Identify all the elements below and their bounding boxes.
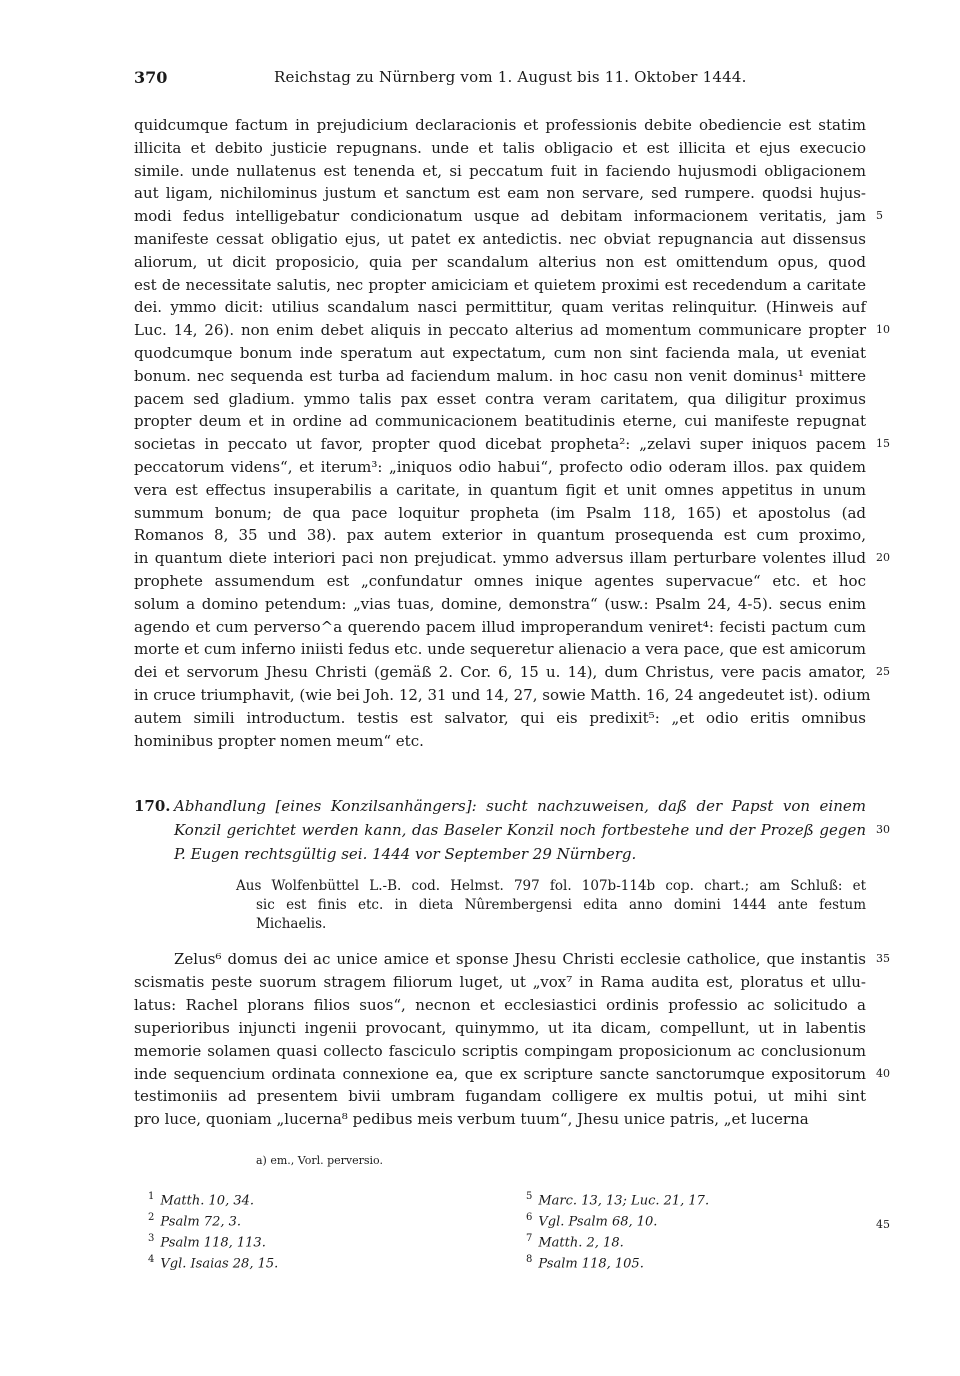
footnote xyxy=(148,1249,278,1274)
body-line: est de necessitate salutis, nec propter amiciciam et quietem proximi est recedendum a caritate xyxy=(134,276,866,294)
body-line: morte et cum inferno iniisti fedus etc. unde sequeretur alienacio a vera pace, que est amicorum xyxy=(134,640,866,658)
body-line: dei et servorum Jhesu Christi (gemäß 2. Cor. 6, 15 u. 14), dum Christus, vere pacis amator, xyxy=(134,663,866,681)
body-line: dei. ymmo dicit: utilius scandalum nasci permittitur, quam veritas relinquitur. (Hinweis auf xyxy=(134,298,866,316)
body-line: bonum. nec sequenda est turba ad faciendum malum. in hoc casu non venit dominus¹ mittere xyxy=(134,367,866,385)
entry-heading-line: P. Eugen rechtsgültig sei. 1444 vor September 29 Nürnberg. xyxy=(174,845,637,863)
body-line: vera est effectus insuperabilis a caritate, in quantum figit et unit omnes appetitus in unum xyxy=(134,481,866,499)
page-number: 370 xyxy=(134,68,168,87)
footnote-text: Psalm 72, 3. xyxy=(160,1214,242,1230)
treatise-line: inde sequencium ordinata connexione ea, que ex scripture sancte sanctorumque expositorum xyxy=(134,1065,866,1083)
body-line: aliorum, ut dicit proposicio, quia per scandalum alterius non est omittendum opus, quod xyxy=(134,253,866,271)
body-line: in cruce triumphavit, (wie bei Joh. 12, 31 und 14, 27, sowie Matth. 16, 24 angedeutet ist). odium xyxy=(134,686,871,704)
body-line: in quantum diete interiori paci non prejudicat. ymmo adversus illam perturbare volentes illud xyxy=(134,549,866,567)
treatise-line: testimoniis ad presentem bivii umbram fugandam colligere ex multis potui, ut mihi sint xyxy=(134,1087,866,1105)
body-line: summum bonum; de qua pace loquitur propheta (im Psalm 118, 165) et apostolus (ad xyxy=(134,504,866,522)
line-number: 25 xyxy=(876,665,890,678)
body-line: pacem sed gladium. ymmo talis pax esset contra veram caritatem, qua diligitur proximus xyxy=(134,390,866,408)
body-line: simile. unde nullatenus est tenenda et, si peccatum fuit in faciendo hujusmodi obligacionem xyxy=(134,162,866,180)
body-line: aut ligam, nichilominus justum et sanctum est eam non servare, sed rumpere. quodsi hujus- xyxy=(134,184,866,202)
body-line: agendo et cum perverso^a querendo pacem illud improperandum veniret⁴: fecisti pactum cum xyxy=(134,618,866,636)
footnote-mark: 2 xyxy=(148,1212,155,1223)
footnote-text: Vgl. Isaias 28, 15. xyxy=(160,1256,279,1272)
treatise-line: latus: Rachel plorans filios suos“, necnon et ecclesiastici ordinis professio ac solicitudo a xyxy=(134,996,866,1014)
footnote-text: Psalm 118, 113. xyxy=(160,1235,266,1251)
body-line: prophete assumendum est „confundatur omnes inique agentes supervacue“ etc. et hoc xyxy=(134,572,866,590)
entry-number: 170. xyxy=(134,797,171,815)
running-head: Reichstag zu Nürnberg vom 1. August bis 11. Oktober 1444. xyxy=(274,68,747,86)
treatise-line: scismatis peste suorum stragem filiorum luget, ut „vox⁷ in Rama audita est, ploratus et ullu- xyxy=(134,973,866,991)
footnote-mark: 1 xyxy=(148,1191,155,1202)
body-line: quidcumque factum in prejudicium declaracionis et professionis debite obediencie est statim xyxy=(134,116,866,134)
footnote-mark: 5 xyxy=(526,1191,533,1202)
treatise-line: superioribus injuncti ingenii provocant, quinymmo, ut ita dicam, compellunt, ut in labentis xyxy=(134,1019,866,1037)
line-number: 15 xyxy=(876,437,890,450)
line-number: 40 xyxy=(876,1067,890,1080)
treatise-line: Zelus⁶ domus dei ac unice amice et sponse Jhesu Christi ecclesie catholice, que instantis xyxy=(174,950,866,968)
footnote-text: Matth. 10, 34. xyxy=(160,1193,255,1209)
entry-heading-line: Konzil gerichtet werden kann, das Baseler Konzil noch fortbestehe und der Prozeß gegen xyxy=(174,821,866,839)
page-header xyxy=(134,68,866,92)
footnote-text: Marc. 13, 13; Luc. 21, 17. xyxy=(538,1193,710,1209)
footnote-mark: 8 xyxy=(526,1254,533,1265)
body-line: propter deum et in ordine ad communicacionem beatitudinis eterne, cui manifeste repugnat xyxy=(134,412,866,430)
footnote-text: Vgl. Psalm 68, 10. xyxy=(538,1214,658,1230)
body-line: modi fedus intelligebatur condicionatum usque ad debitam informacionem veritatis, jam xyxy=(134,207,866,225)
critical-apparatus: a) em., Vorl. perversio. xyxy=(256,1154,383,1167)
source-line: sic est finis etc. in dieta Nûrembergensi edita anno domini 1444 ante festum xyxy=(256,897,866,913)
line-number: 35 xyxy=(876,952,890,965)
body-line: societas in peccato ut favor, propter quod dicebat propheta²: „zelavi super iniquos pacem xyxy=(134,435,866,453)
line-number: 20 xyxy=(876,551,890,564)
line-number: 45 xyxy=(876,1218,890,1231)
body-line: autem simili introductum. testis est salvator, qui eis predixit⁵: „et odio eritis omnibus xyxy=(134,709,866,727)
source-line: Michaelis. xyxy=(256,916,327,932)
footnote-mark: 7 xyxy=(526,1233,533,1244)
body-line: manifeste cessat obligatio ejus, ut patet ex antedictis. nec obviat repugnancia aut dissensus xyxy=(134,230,866,248)
line-number: 5 xyxy=(876,209,883,222)
footnote-mark: 4 xyxy=(148,1254,155,1265)
treatise-line: pro luce, quoniam „lucerna⁸ pedibus meis verbum tuum“, Jhesu unice patris, „et lucerna xyxy=(134,1110,809,1128)
body-line: hominibus propter nomen meum“ etc. xyxy=(134,732,424,750)
body-line: Romanos 8, 35 und 38). pax autem exterior in quantum prosequenda est cum proximo, xyxy=(134,526,866,544)
line-number: 10 xyxy=(876,323,890,336)
entry-heading-line: Abhandlung [eines Konzilsanhängers]: sucht nachzuweisen, daß der Papst von einem xyxy=(174,797,866,815)
footnote-mark: 3 xyxy=(148,1233,155,1244)
treatise-line: memorie solamen quasi collecto fasciculo scriptis compingam proposicionum ac conclusionum xyxy=(134,1042,866,1060)
body-line: solum a domino petendum: „vias tuas, domine, demonstra“ (usw.: Psalm 24, 4-5). secus enim xyxy=(134,595,866,613)
footnote-mark: 6 xyxy=(526,1212,533,1223)
body-line: peccatorum videns“, et iterum³: „iniquos odio habui“, profecto odio oderam illos. pax quidem xyxy=(134,458,866,476)
footnote-text: Psalm 118, 105. xyxy=(538,1256,644,1272)
body-line: illicita et debito justicie repugnans. unde et talis obligacio et est illicita et ejus execucio xyxy=(134,139,866,157)
line-number: 30 xyxy=(876,823,890,836)
source-line: Aus Wolfenbüttel L.-B. cod. Helmst. 797 fol. 107b-114b cop. chart.; am Schluß: et xyxy=(236,878,866,894)
footnote-text: Matth. 2, 18. xyxy=(538,1235,624,1251)
body-line: quodcumque bonum inde speratum aut expectatum, cum non sint facienda mala, ut eveniat xyxy=(134,344,866,362)
footnote xyxy=(526,1249,644,1274)
body-line: Luc. 14, 26). non enim debet aliquis in peccato alterius ad momentum communicare propter xyxy=(134,321,866,339)
